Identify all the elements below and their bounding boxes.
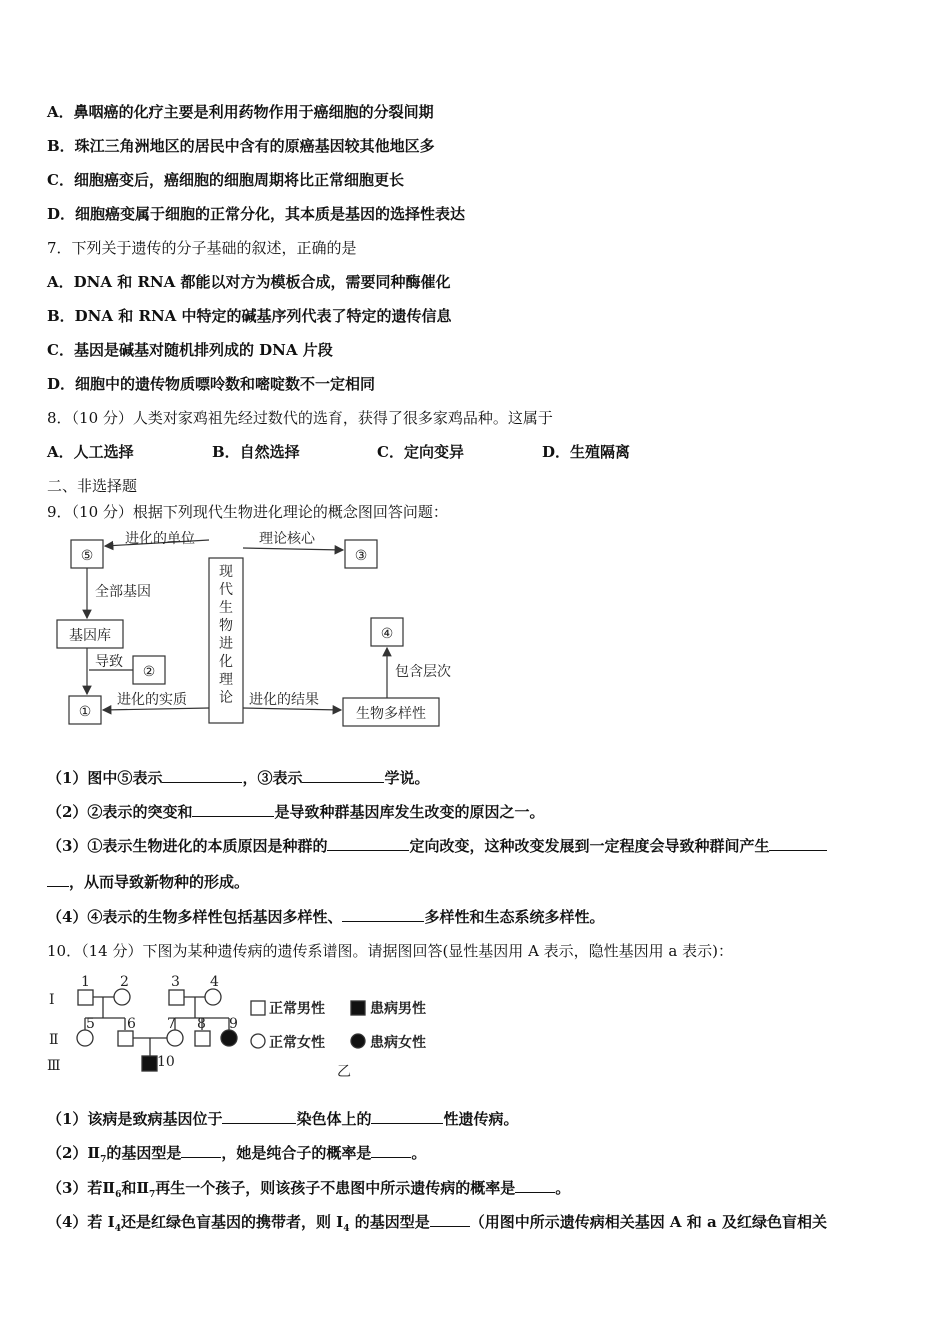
individual-number: 2 [120, 974, 129, 990]
figure-label: 乙 [337, 1064, 351, 1080]
q10-sub3: （3）若$Ⅱ_6$和$Ⅱ_7$再生一个孩子，则该孩子不患图中所示遗传病的概率是 。 [47, 1179, 571, 1200]
individual-number: 7 [167, 1016, 176, 1032]
center-char: 化 [219, 654, 233, 670]
individual-number: 6 [127, 1016, 136, 1032]
unit-label: 进化的单位 [125, 531, 195, 547]
q9-sub3-cont: ，从而导致新物种的形成。 [47, 872, 249, 892]
q7-option-d: D．细胞中的遗传物质嘌呤数和嘧啶数不一定相同 [47, 375, 376, 393]
individual-number: 4 [210, 974, 219, 990]
answer-blank[interactable] [192, 802, 274, 817]
q9-sub1: （1）图中⑤表示 ，③表示 学说。 [47, 769, 430, 787]
answer-blank[interactable] [47, 872, 69, 887]
section-heading: 二、非选择题 [47, 477, 138, 495]
legend-normal-male-symbol [251, 1001, 265, 1015]
levels-label: 包含层次 [395, 664, 451, 680]
legend-normal-female-symbol [251, 1034, 265, 1048]
individual-7-female [167, 1030, 183, 1046]
center-char: 进 [219, 636, 233, 652]
individual-number: 10 [157, 1054, 175, 1070]
legend-affected-male-symbol [351, 1001, 365, 1015]
concept-map-diagram [55, 528, 475, 733]
q9-sub2: （2）②表示的突变和 是导致种群基因库发生改变的原因之一。 [47, 803, 545, 821]
q8-option-a: A．人工选择 [47, 443, 134, 461]
leads-to-label: 导致 [95, 654, 123, 670]
q8-option-c: C．定向变异 [377, 443, 464, 461]
center-char: 论 [219, 690, 233, 706]
q6-option-c: C．细胞癌变后，癌细胞的细胞周期将比正常细胞更长 [47, 171, 404, 189]
center-char: 代 [219, 582, 233, 598]
generation-label: Ⅲ [47, 1058, 61, 1074]
legend-affected-female-symbol [351, 1034, 365, 1048]
answer-blank[interactable] [181, 1143, 221, 1158]
arrow-essence [103, 708, 209, 710]
arrow-core [243, 548, 343, 550]
individual-9-affected-female [221, 1030, 237, 1046]
answer-blank[interactable] [769, 836, 827, 851]
pedigree-chart [45, 968, 465, 1083]
all-genes-label: 全部基因 [95, 584, 151, 600]
answer-blank[interactable] [222, 1109, 296, 1124]
individual-6-male [118, 1031, 133, 1046]
result-label: 进化的结果 [249, 692, 319, 708]
center-char: 物 [219, 618, 233, 634]
answer-blank[interactable] [302, 768, 384, 783]
legend-normal-male: 正常男性 [269, 1001, 325, 1017]
arrow-result [243, 708, 341, 710]
q6-option-b: B．珠江三角洲地区的居民中含有的原癌基因较其他地区多 [47, 137, 435, 155]
answer-blank[interactable] [371, 1109, 443, 1124]
center-vertical-text [219, 564, 233, 706]
q6-option-d: D．细胞癌变属于细胞的正常分化，其本质是基因的选择性表达 [47, 205, 466, 223]
answer-blank[interactable] [327, 836, 409, 851]
q8-option-b: B．自然选择 [212, 443, 300, 461]
q7-option-a: A．DNA 和 RNA 都能以对方为模板合成，需要同种酶催化 [47, 273, 451, 291]
essence-label: 进化的实质 [117, 692, 187, 708]
q10-stem: 10．（14 分）下图为某种遗传病的遗传系谱图。请据图回答(显性基因用 A 表示，隐性基因用 a 表示)： [47, 942, 733, 960]
answer-blank[interactable] [430, 1212, 470, 1227]
legend-affected-male: 患病男性 [370, 1001, 426, 1017]
individual-2-female [114, 989, 130, 1005]
generation-label: Ⅱ [49, 1032, 59, 1048]
box-5-label: ⑤ [80, 548, 94, 564]
individual-3-male [169, 990, 184, 1005]
legend-normal-female: 正常女性 [269, 1035, 325, 1051]
individual-number: 5 [86, 1016, 95, 1032]
q10-sub1: （1）该病是致病基因位于 染色体上的 性遗传病。 [47, 1110, 519, 1128]
generation-label: Ⅰ [49, 992, 55, 1008]
individual-5-female [77, 1030, 93, 1046]
individual-8-male [195, 1031, 210, 1046]
q7-stem: 7．下列关于遗传的分子基础的叙述，正确的是 [47, 239, 357, 257]
individual-10-affected-male [142, 1056, 157, 1071]
individual-number: 8 [197, 1016, 206, 1032]
core-label: 理论核心 [259, 531, 315, 547]
answer-blank[interactable] [162, 768, 242, 783]
center-char: 生 [219, 600, 233, 616]
q7-option-c: C．基因是碱基对随机排列成的 DNA 片段 [47, 341, 333, 359]
answer-blank[interactable] [515, 1178, 555, 1193]
box-1-label: ① [78, 704, 92, 720]
individual-4-female [205, 989, 221, 1005]
biodiversity-label: 生物多样性 [356, 706, 426, 722]
box-4-label: ④ [380, 626, 394, 642]
q6-option-a: A．鼻咽癌的化疗主要是利用药物作用于癌细胞的分裂间期 [47, 103, 434, 121]
center-char: 理 [219, 672, 233, 688]
individual-number: 9 [229, 1016, 238, 1032]
legend-affected-female: 患病女性 [370, 1035, 426, 1051]
box-2-label: ② [142, 664, 156, 680]
q8-option-d: D．生殖隔离 [542, 443, 631, 461]
q9-stem: 9．（10 分）根据下列现代生物进化理论的概念图回答问题： [47, 503, 448, 521]
answer-blank[interactable] [371, 1143, 411, 1158]
q7-option-b: B．DNA 和 RNA 中特定的碱基序列代表了特定的遗传信息 [47, 307, 452, 325]
q8-stem: 8．（10 分）人类对家鸡祖先经过数代的选育，获得了很多家鸡品种。这属于 [47, 409, 553, 427]
individual-number: 1 [81, 974, 90, 990]
individual-1-male [78, 990, 93, 1005]
q10-sub2: $(2)Ⅱ_7$的基因型是 ，她是纯合子的概率是 。 [47, 1144, 427, 1165]
gene-pool-label: 基因库 [69, 628, 111, 644]
individual-number: 3 [171, 974, 180, 990]
q9-sub4: （4）④表示的生物多样性包括基因多样性、 多样性和生态系统多样性。 [47, 908, 605, 926]
center-char: 现 [219, 564, 233, 580]
q9-sub3: （3）①表示生物进化的本质原因是种群的 定向改变，这种改变发展到一定程度会导致种群间产生 [47, 836, 827, 856]
q10-sub4: （4）若 $I_4$还是红绿色盲基因的携带者，则 $I_4$ 的基因型是 （用图中所示遗传病相关基因 A 和 a 及红绿色盲相关 [47, 1213, 827, 1234]
answer-blank[interactable] [342, 907, 424, 922]
box-3-label: ③ [354, 548, 368, 564]
